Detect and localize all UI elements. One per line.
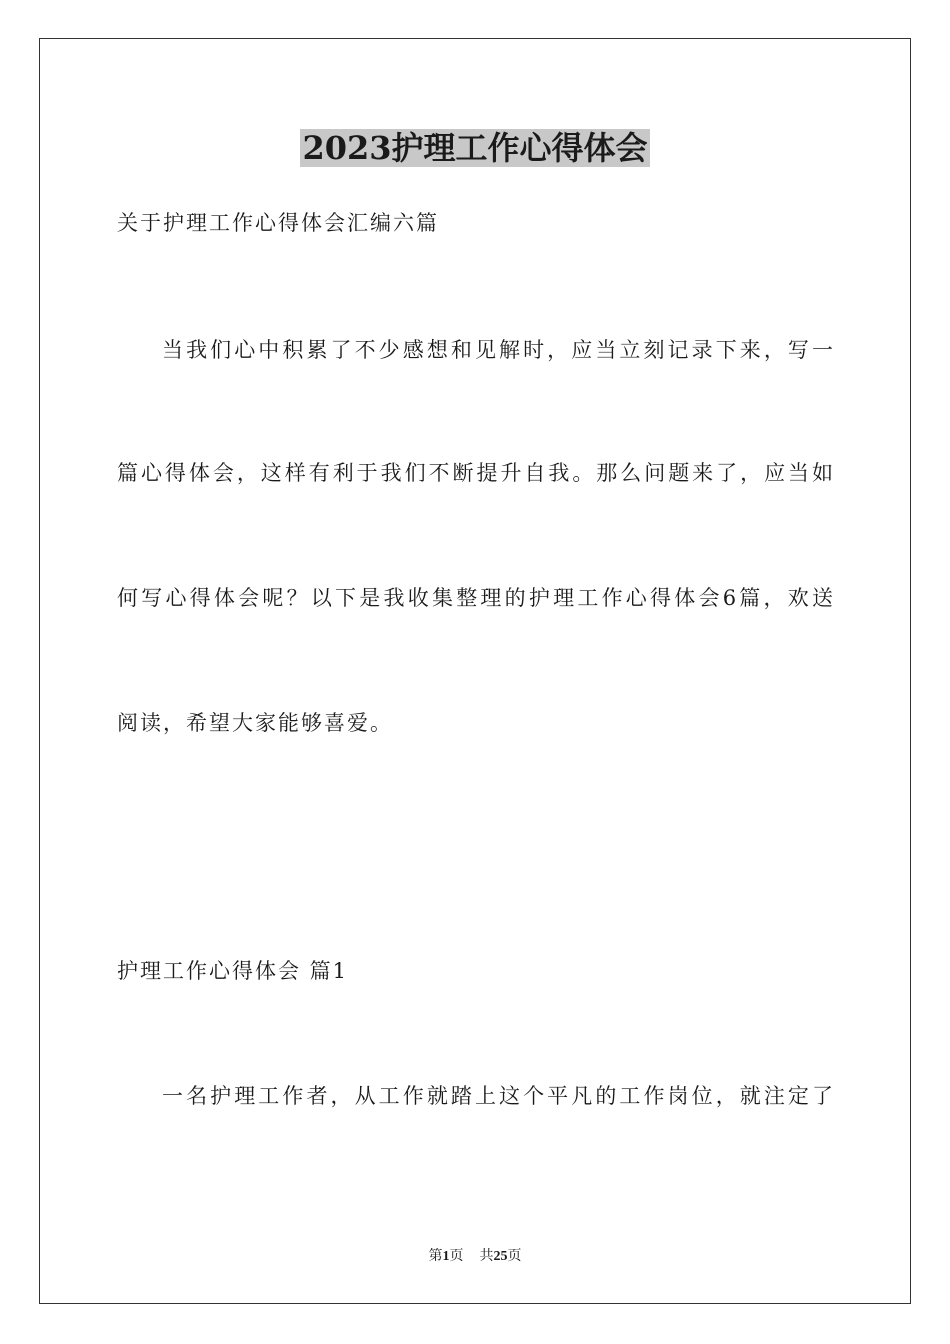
footer-total-pages: 25 bbox=[493, 1249, 508, 1264]
intro-line-1: 当我们心中积累了不少感想和见解时，应当立刻记录下来，写一 bbox=[162, 338, 833, 362]
footer-total-prefix: 共 bbox=[479, 1249, 494, 1264]
document-subtitle: 关于护理工作心得体会汇编六篇 bbox=[117, 211, 439, 235]
footer-page-prefix: 第 bbox=[428, 1249, 443, 1264]
intro-line-3: 何写心得体会呢？以下是我收集整理的护理工作心得体会6篇，欢送 bbox=[117, 586, 833, 610]
footer-page-suffix: 页 bbox=[449, 1249, 464, 1264]
footer-total-suffix: 页 bbox=[507, 1249, 522, 1264]
page-footer bbox=[0, 1248, 950, 1266]
document-title-text: 2023护理工作心得体会 bbox=[302, 129, 648, 167]
section-body-line-1: 一名护理工作者，从工作就踏上这个平凡的工作岗位，就注定了 bbox=[162, 1084, 833, 1108]
section-heading: 护理工作心得体会 篇1 bbox=[117, 959, 349, 983]
intro-line-4: 阅读，希望大家能够喜爱。 bbox=[117, 711, 393, 735]
intro-line-2: 篇心得体会，这样有利于我们不断提升自我。那么问题来了，应当如 bbox=[117, 461, 833, 485]
footer-page-number: 1 bbox=[442, 1249, 450, 1264]
document-title bbox=[0, 128, 950, 168]
